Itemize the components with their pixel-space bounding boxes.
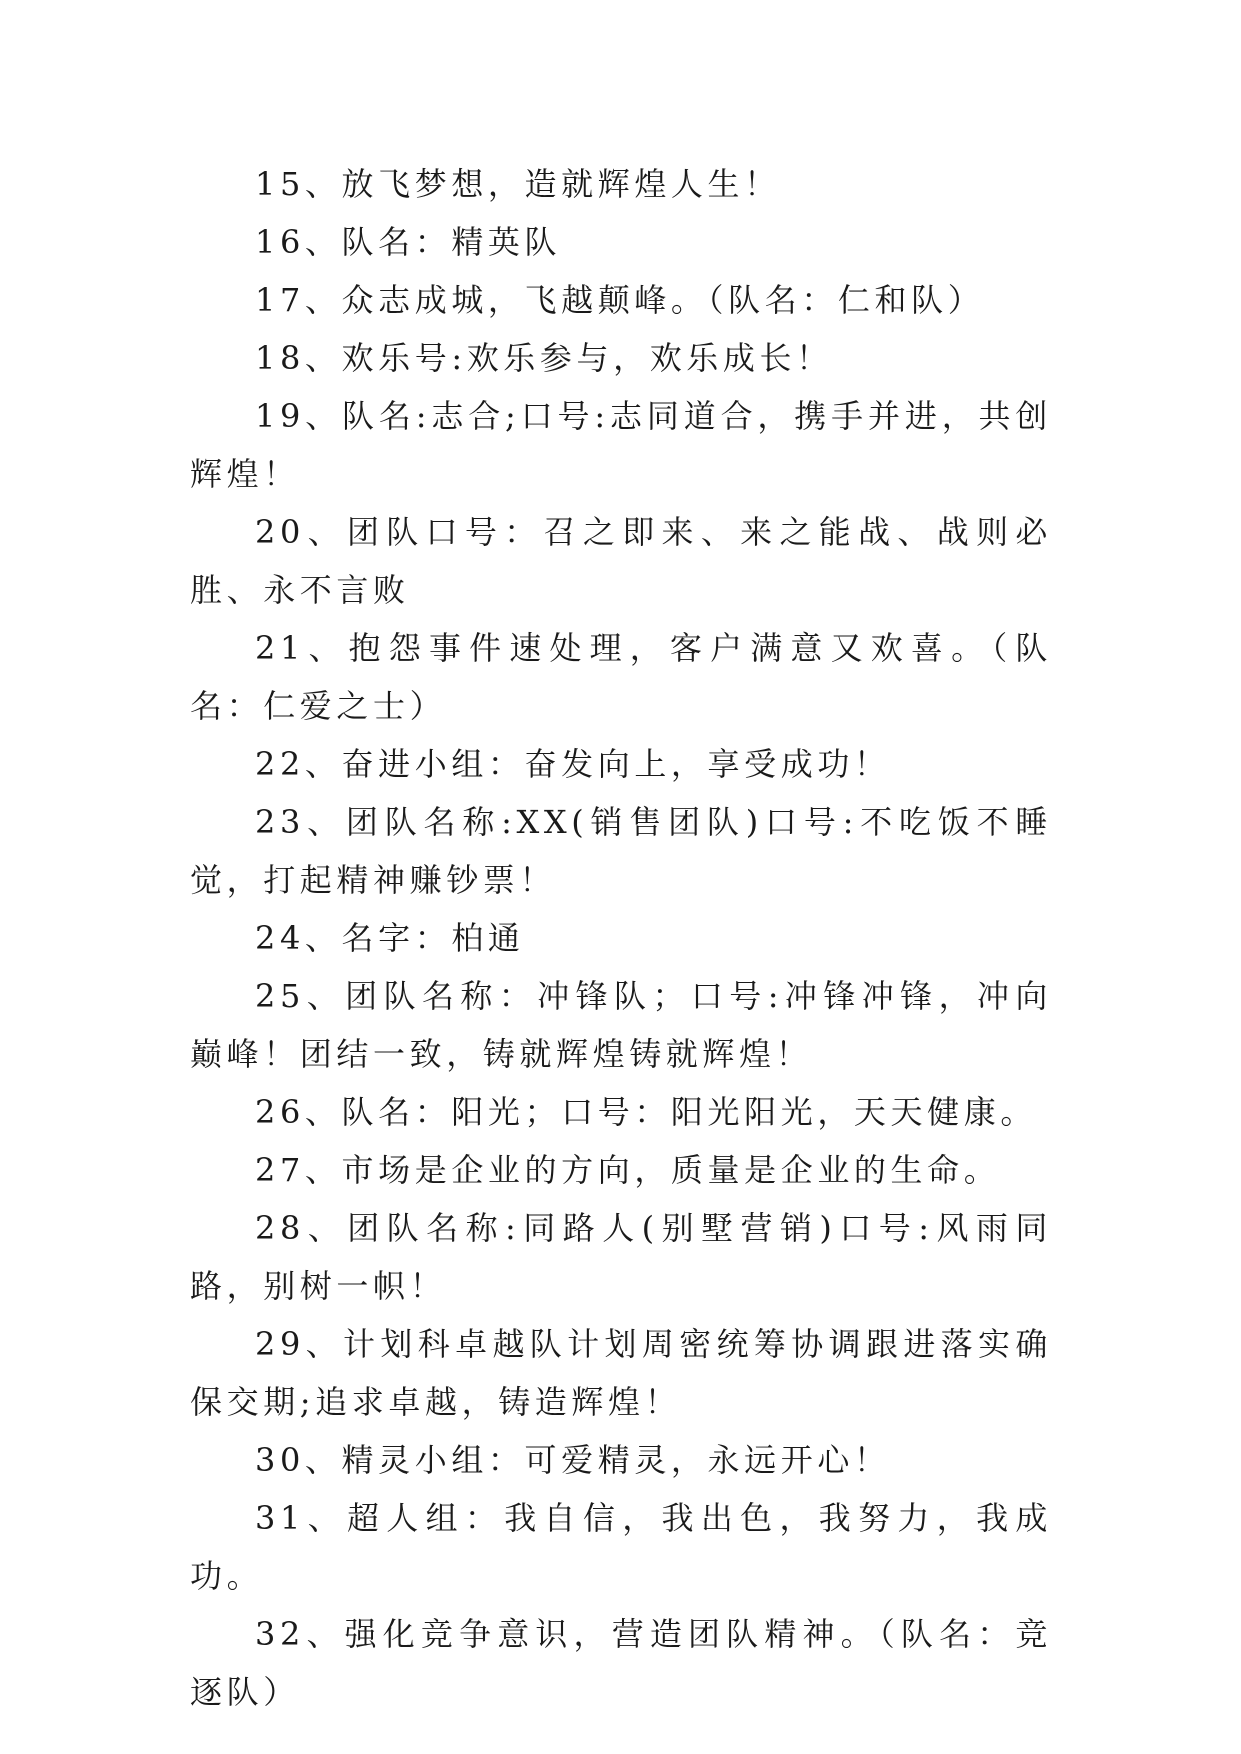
list-item: 32、强化竞争意识，营造团队精神。（队名：竞逐队） xyxy=(190,1615,1052,1711)
list-item: 30、精灵小组：可爱精灵，永远开心！ xyxy=(255,1441,891,1479)
list-item: 25、团队名称：冲锋队；口号:冲锋冲锋，冲向巅峰！团结一致，铸就辉煌铸就辉煌！ xyxy=(190,977,1052,1073)
list-item: 22、奋进小组：奋发向上，享受成功！ xyxy=(255,745,891,783)
list-item: 17、众志成城，飞越颠峰。（队名：仁和队） xyxy=(255,281,985,319)
list-item: 26、队名：阳光；口号：阳光阳光，天天健康。 xyxy=(255,1093,1037,1131)
list-item: 16、队名：精英队 xyxy=(255,223,562,261)
list-item: 23、团队名称:XX(销售团队)口号:不吃饭不睡觉，打起精神赚钞票！ xyxy=(190,803,1052,899)
list-item: 27、市场是企业的方向，质量是企业的生命。 xyxy=(255,1151,1001,1189)
list-item: 29、计划科卓越队计划周密统筹协调跟进落实确保交期;追求卓越，铸造辉煌！ xyxy=(190,1325,1052,1421)
list-item: 28、团队名称:同路人(别墅营销)口号:风雨同路，别树一帜！ xyxy=(190,1209,1052,1305)
list-item: 31、超人组：我自信，我出色，我努力，我成功。 xyxy=(190,1499,1052,1595)
list-item: 18、欢乐号:欢乐参与，欢乐成长！ xyxy=(255,339,833,377)
list-item: 21、抱怨事件速处理，客户满意又欢喜。（队名：仁爱之士） xyxy=(190,629,1052,725)
list-item: 19、队名:志合;口号:志同道合，携手并进，共创辉煌！ xyxy=(190,397,1052,493)
list-item: 24、名字：柏通 xyxy=(255,919,525,957)
list-item: 20、团队口号：召之即来、来之能战、战则必胜、永不言败 xyxy=(190,513,1052,609)
slogan-list xyxy=(190,155,1052,1721)
list-item: 15、放飞梦想，造就辉煌人生！ xyxy=(255,165,781,203)
